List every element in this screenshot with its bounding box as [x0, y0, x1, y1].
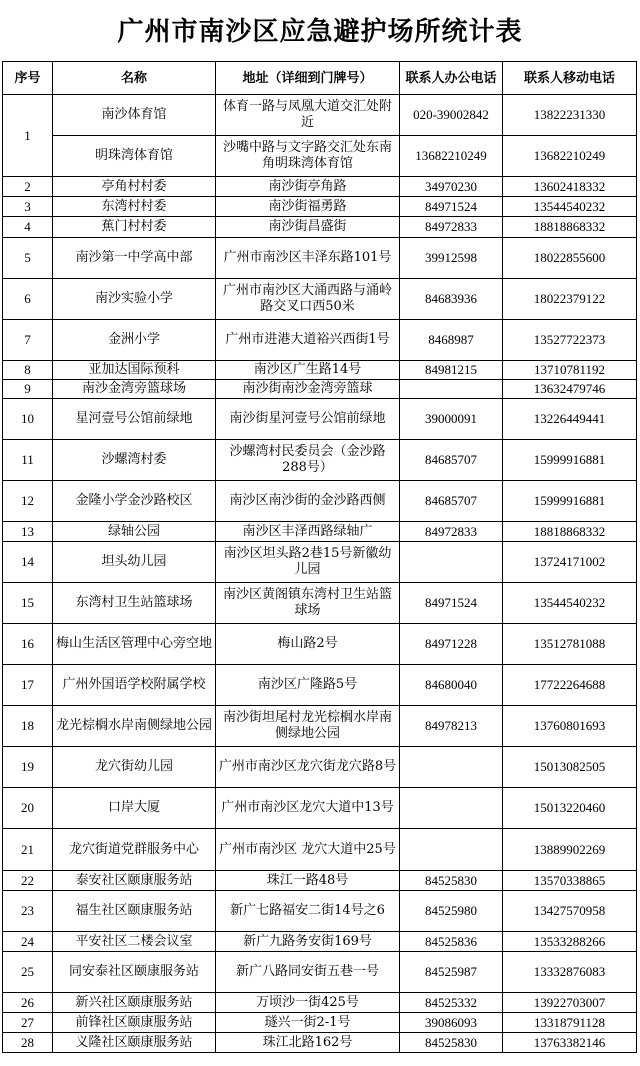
row-index: 22 [3, 871, 53, 891]
row-address: 南沙区南沙街的金沙路西侧 [216, 481, 400, 522]
row-office-phone: 020-39002842 [400, 95, 503, 136]
row-name: 南沙第一中学高中部 [53, 238, 216, 279]
row-address: 南沙街亭角路 [216, 177, 400, 197]
row-index: 11 [3, 440, 53, 481]
row-address: 璲兴一街2-1号 [216, 1013, 400, 1033]
row-office-phone [400, 747, 503, 788]
table-row [3, 217, 637, 238]
header-mobile-phone: 联系人移动电话 [503, 62, 637, 95]
row-mobile-phone: 13570338865 [503, 871, 637, 891]
table-row [3, 481, 637, 522]
row-mobile-phone: 17722264688 [503, 665, 637, 706]
row-address: 广州市南沙区大涌西路与涌岭路交叉口西50米 [216, 279, 400, 320]
row-address: 南沙区黄阁镇东湾村卫生站篮球场 [216, 583, 400, 624]
table-row [3, 891, 637, 932]
row-index: 15 [3, 583, 53, 624]
row-office-phone: 13682210249 [400, 136, 503, 177]
row-office-phone: 84525332 [400, 993, 503, 1013]
row-office-phone: 39912598 [400, 238, 503, 279]
row-name: 金洲小学 [53, 320, 216, 361]
table-header-row [3, 62, 637, 95]
row-index: 14 [3, 542, 53, 583]
row-address: 万顷沙一街425号 [216, 993, 400, 1013]
table-row [3, 829, 637, 871]
row-name: 广州外国语学校附属学校 [53, 665, 216, 706]
row-mobile-phone: 13512781088 [503, 624, 637, 665]
row-name: 金隆小学金沙路校区 [53, 481, 216, 522]
row-office-phone: 84972833 [400, 522, 503, 542]
row-name: 口岸大厦 [53, 788, 216, 829]
row-name: 梅山生活区管理中心旁空地 [53, 624, 216, 665]
row-mobile-phone: 13544540232 [503, 197, 637, 217]
row-mobile-phone: 13602418332 [503, 177, 637, 197]
row-mobile-phone: 13682210249 [503, 136, 637, 177]
table-row [3, 440, 637, 481]
row-address: 南沙区广生路14号 [216, 361, 400, 380]
row-office-phone [400, 788, 503, 829]
row-index: 2 [3, 177, 53, 197]
row-address: 南沙街星河壹号公馆前绿地 [216, 399, 400, 440]
row-office-phone: 84525836 [400, 932, 503, 952]
table-row [3, 399, 637, 440]
row-office-phone: 84978213 [400, 706, 503, 747]
row-mobile-phone: 13822231330 [503, 95, 637, 136]
row-mobile-phone: 18022379122 [503, 279, 637, 320]
table-row [3, 1033, 637, 1053]
table-row [3, 706, 637, 747]
row-address: 体育一路与凤凰大道交汇处附近 [216, 95, 400, 136]
table-row [3, 95, 637, 136]
table-row [3, 952, 637, 993]
header-address: 地址（详细到门牌号） [216, 62, 400, 95]
row-mobile-phone: 13318791128 [503, 1013, 637, 1033]
row-name: 星河壹号公馆前绿地 [53, 399, 216, 440]
row-mobile-phone: 18022855600 [503, 238, 637, 279]
row-name: 东湾村卫生站篮球场 [53, 583, 216, 624]
row-address: 珠江一路48号 [216, 871, 400, 891]
row-index: 12 [3, 481, 53, 522]
row-name: 前锋社区颐康服务站 [53, 1013, 216, 1033]
row-name: 亚加达国际预科 [53, 361, 216, 380]
row-office-phone: 84971228 [400, 624, 503, 665]
row-office-phone: 84971524 [400, 583, 503, 624]
row-name: 南沙金湾旁篮球场 [53, 380, 216, 399]
row-name: 南沙体育馆 [53, 95, 216, 136]
table-row [3, 542, 637, 583]
row-index: 4 [3, 217, 53, 238]
row-office-phone: 84683936 [400, 279, 503, 320]
table-row [3, 361, 637, 380]
row-index: 27 [3, 1013, 53, 1033]
row-address: 南沙街南沙金湾旁篮球 [216, 380, 400, 399]
row-office-phone: 84972833 [400, 217, 503, 238]
row-mobile-phone: 13527722373 [503, 320, 637, 361]
row-address: 南沙区坦头路2巷15号新徽幼儿园 [216, 542, 400, 583]
row-address: 广州市南沙区龙穴街龙穴路8号 [216, 747, 400, 788]
row-index: 1 [3, 95, 53, 177]
row-name: 南沙实验小学 [53, 279, 216, 320]
table-row [3, 583, 637, 624]
table-row [3, 932, 637, 952]
row-name: 泰安社区颐康服务站 [53, 871, 216, 891]
row-index: 19 [3, 747, 53, 788]
table-row [3, 624, 637, 665]
row-index: 18 [3, 706, 53, 747]
row-mobile-phone: 15999916881 [503, 440, 637, 481]
row-index: 23 [3, 891, 53, 932]
row-name: 龙穴街道党群服务中心 [53, 829, 216, 871]
row-mobile-phone: 15013220460 [503, 788, 637, 829]
row-address: 广州市南沙区 龙穴大道中25号 [216, 829, 400, 871]
table-row [3, 279, 637, 320]
row-office-phone: 39000091 [400, 399, 503, 440]
row-name: 龙穴街幼儿园 [53, 747, 216, 788]
table-row [3, 136, 637, 177]
row-office-phone: 84525830 [400, 1033, 503, 1053]
row-office-phone [400, 380, 503, 399]
row-name: 同安泰社区颐康服务站 [53, 952, 216, 993]
row-index: 17 [3, 665, 53, 706]
row-address: 珠江北路162号 [216, 1033, 400, 1053]
row-index: 9 [3, 380, 53, 399]
row-index: 5 [3, 238, 53, 279]
row-address: 南沙街坦尾村龙光棕榈水岸南侧绿地公园 [216, 706, 400, 747]
row-mobile-phone: 13889902269 [503, 829, 637, 871]
row-index: 25 [3, 952, 53, 993]
row-office-phone: 84685707 [400, 481, 503, 522]
row-name: 亭角村村委 [53, 177, 216, 197]
table-row [3, 320, 637, 361]
row-index: 28 [3, 1033, 53, 1053]
row-office-phone: 84525987 [400, 952, 503, 993]
row-mobile-phone: 13922703007 [503, 993, 637, 1013]
row-office-phone: 84981215 [400, 361, 503, 380]
row-address: 南沙区丰泽西路绿轴广 [216, 522, 400, 542]
row-address: 新广九路务安街169号 [216, 932, 400, 952]
row-office-phone: 34970230 [400, 177, 503, 197]
row-index: 10 [3, 399, 53, 440]
row-name: 福生社区颐康服务站 [53, 891, 216, 932]
row-name: 坦头幼儿园 [53, 542, 216, 583]
row-index: 16 [3, 624, 53, 665]
table-row [3, 238, 637, 279]
row-office-phone: 84685707 [400, 440, 503, 481]
row-address: 沙螺湾村民委员会（金沙路288号） [216, 440, 400, 481]
row-address: 新广八路同安街五巷一号 [216, 952, 400, 993]
header-office-phone: 联系人办公电话 [400, 62, 503, 95]
row-office-phone: 39086093 [400, 1013, 503, 1033]
table-row [3, 197, 637, 217]
table-row [3, 993, 637, 1013]
shelter-table [2, 61, 637, 1053]
row-index: 3 [3, 197, 53, 217]
row-address: 南沙街福勇路 [216, 197, 400, 217]
row-mobile-phone: 13226449441 [503, 399, 637, 440]
row-address: 新广七路福安二街14号之6 [216, 891, 400, 932]
table-row [3, 1013, 637, 1033]
table-row [3, 177, 637, 197]
row-address: 南沙街昌盛街 [216, 217, 400, 238]
row-mobile-phone: 13710781192 [503, 361, 637, 380]
row-mobile-phone: 15999916881 [503, 481, 637, 522]
row-index: 8 [3, 361, 53, 380]
row-name: 沙螺湾村委 [53, 440, 216, 481]
table-row [3, 788, 637, 829]
row-name: 绿轴公园 [53, 522, 216, 542]
row-index: 26 [3, 993, 53, 1013]
row-index: 13 [3, 522, 53, 542]
row-mobile-phone: 13427570958 [503, 891, 637, 932]
row-office-phone: 84680040 [400, 665, 503, 706]
row-mobile-phone: 13332876083 [503, 952, 637, 993]
row-address: 南沙区广隆路5号 [216, 665, 400, 706]
header-name: 名称 [53, 62, 216, 95]
row-mobile-phone: 18818868332 [503, 217, 637, 238]
row-address: 广州市进港大道裕兴西街1号 [216, 320, 400, 361]
row-index: 21 [3, 829, 53, 871]
row-office-phone: 8468987 [400, 320, 503, 361]
row-name: 义隆社区颐康服务站 [53, 1033, 216, 1053]
row-name: 蕉门村村委 [53, 217, 216, 238]
row-office-phone [400, 829, 503, 871]
row-address: 广州市南沙区龙穴大道中13号 [216, 788, 400, 829]
row-address: 广州市南沙区丰泽东路101号 [216, 238, 400, 279]
row-index: 20 [3, 788, 53, 829]
row-office-phone: 84971524 [400, 197, 503, 217]
row-office-phone [400, 542, 503, 583]
row-mobile-phone: 13763382146 [503, 1033, 637, 1053]
table-row [3, 522, 637, 542]
row-mobile-phone: 15013082505 [503, 747, 637, 788]
page-title: 广州市南沙区应急避护场所统计表 [117, 17, 523, 47]
row-mobile-phone: 13544540232 [503, 583, 637, 624]
table-row [3, 380, 637, 399]
row-name: 新兴社区颐康服务站 [53, 993, 216, 1013]
row-mobile-phone: 13632479746 [503, 380, 637, 399]
row-office-phone: 84525980 [400, 891, 503, 932]
row-office-phone: 84525830 [400, 871, 503, 891]
table-row [3, 665, 637, 706]
row-address: 梅山路2号 [216, 624, 400, 665]
row-index: 6 [3, 279, 53, 320]
row-index: 7 [3, 320, 53, 361]
table-row [3, 871, 637, 891]
row-mobile-phone: 13533288266 [503, 932, 637, 952]
row-mobile-phone: 18818868332 [503, 522, 637, 542]
row-name: 明珠湾体育馆 [53, 136, 216, 177]
row-mobile-phone: 13724171002 [503, 542, 637, 583]
row-name: 东湾村村委 [53, 197, 216, 217]
table-row [3, 747, 637, 788]
row-index: 24 [3, 932, 53, 952]
row-name: 龙光棕榈水岸南侧绿地公园 [53, 706, 216, 747]
header-index: 序号 [3, 62, 53, 95]
row-name: 平安社区二楼会议室 [53, 932, 216, 952]
row-address: 沙嘴中路与文字路交汇处东南角明珠湾体育馆 [216, 136, 400, 177]
row-mobile-phone: 13760801693 [503, 706, 637, 747]
